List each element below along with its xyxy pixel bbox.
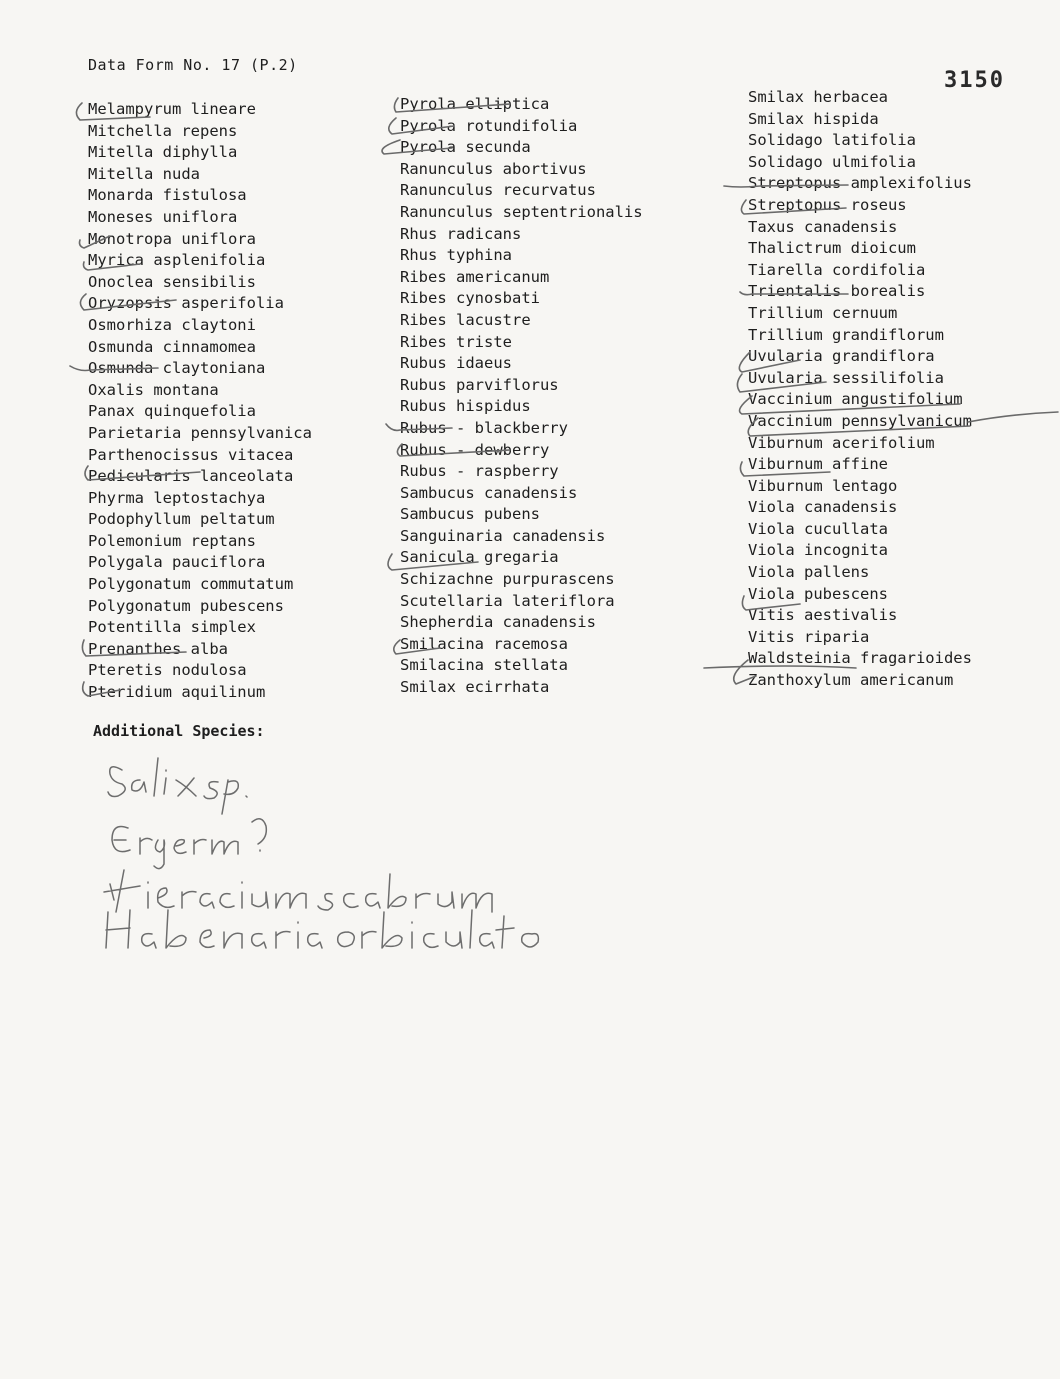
species-item: Ranunculus recurvatus: [400, 181, 596, 200]
species-item: Zanthoxylum americanum: [748, 671, 954, 690]
species-item: Rubus parviflorus: [400, 375, 559, 394]
species-item: Parietaria pennsylvanica: [88, 423, 312, 442]
species-item: Viburnum lentago: [748, 476, 898, 495]
species-item: Pteridium aquilinum: [88, 683, 266, 702]
species-item: Monotropa uniflora: [88, 229, 256, 248]
species-item: Sambucus canadensis: [400, 483, 578, 502]
species-item: Potentilla simplex: [88, 618, 256, 637]
species-column-1: [88, 99, 312, 704]
species-item: Polygala pauciflora: [88, 553, 266, 572]
species-item: Mitella nuda: [88, 164, 200, 183]
handwriting-salix: [108, 758, 247, 814]
species-item: Rubus - blackberry: [400, 418, 568, 437]
species-item: Smilax ecirrhata: [400, 678, 550, 697]
species-item: Panax quinquefolia: [88, 402, 256, 421]
species-item: Osmorhiza claytoni: [88, 315, 256, 334]
species-item: Ribes cynosbati: [400, 289, 540, 308]
species-item: Smilax hispida: [748, 109, 879, 128]
species-item: Viola cucullata: [748, 519, 888, 538]
species-item: Rhus typhina: [400, 246, 512, 265]
species-item: Viola incognita: [748, 541, 888, 560]
species-item: Rubus - raspberry: [400, 462, 559, 481]
sheet-number: 3150: [944, 68, 1005, 93]
species-item: Ribes lacustre: [400, 310, 531, 329]
species-item: Prenanthes alba: [88, 639, 228, 658]
species-item: Viburnum affine: [748, 455, 888, 474]
species-item: Pyrola elliptica: [400, 95, 550, 113]
species-item: Parthenocissus vitacea: [88, 445, 294, 464]
species-item: Phyrma leptostachya: [88, 488, 266, 507]
species-item: Trillium grandiflorum: [748, 325, 944, 344]
species-item: Pyrola secunda: [400, 138, 531, 157]
species-item: Rubus hispidus: [400, 397, 531, 416]
species-item: Polygonatum pubescens: [88, 596, 284, 615]
species-item: Oxalis montana: [88, 380, 219, 399]
form-title: Data Form No. 17 (P.2): [88, 56, 298, 74]
species-item: Osmunda claytoniana: [88, 359, 266, 378]
species-item: Melampyrum lineare: [88, 100, 256, 118]
species-item: Schizachne purpurascens: [400, 570, 615, 589]
species-item: Moneses uniflora: [88, 207, 238, 226]
species-item: Vaccinium angustifolium: [748, 390, 963, 409]
species-item: Myrica asplenifolia: [88, 251, 266, 270]
species-item: Smilacina stellata: [400, 656, 568, 675]
species-item: Solidago ulmifolia: [748, 152, 916, 171]
species-item: Solidago latifolia: [748, 131, 916, 150]
species-item: Pyrola rotundifolia: [400, 116, 578, 135]
species-item: Pteretis nodulosa: [88, 661, 247, 680]
species-item: Rubus - dewberry: [400, 440, 550, 459]
species-item: Smilacina racemosa: [400, 634, 568, 653]
species-item: Uvularia grandiflora: [748, 347, 935, 366]
species-item: Shepherdia canadensis: [400, 613, 596, 632]
species-item: Vitis aestivalis: [748, 606, 898, 625]
additional-species-label: Additional Species:: [93, 722, 265, 740]
species-item: Ribes triste: [400, 332, 512, 351]
species-item: Trillium cernuum: [748, 303, 898, 322]
species-item: Trientalis borealis: [748, 282, 926, 301]
species-item: Polemonium reptans: [88, 531, 256, 550]
species-item: Sambucus pubens: [400, 505, 540, 524]
handwritten-additional-species: [100, 752, 620, 952]
species-item: Tiarella cordifolia: [748, 260, 926, 279]
species-column-2: [400, 94, 643, 699]
species-item: Uvularia sessilifolia: [748, 368, 944, 387]
handwriting-erigeron: [112, 819, 266, 869]
handwriting-hieracium: [104, 870, 492, 912]
species-item: Taxus canadensis: [748, 217, 898, 236]
pencil-strike: [968, 412, 1058, 422]
species-item: Viola pubescens: [748, 584, 888, 603]
species-column-3: [748, 87, 972, 692]
species-item: Streptopus roseus: [748, 195, 907, 214]
species-item: Oryzopsis asperifolia: [88, 294, 284, 313]
species-item: Viola pallens: [748, 563, 870, 582]
species-item: Thalictrum dioicum: [748, 239, 916, 258]
species-item: Scutellaria lateriflora: [400, 591, 615, 610]
species-item: Smilax herbacea: [748, 88, 888, 106]
species-item: Mitchella repens: [88, 121, 238, 140]
species-item: Vitis riparia: [748, 627, 870, 646]
species-item: Viburnum acerifolium: [748, 433, 935, 452]
species-item: Podophyllum peltatum: [88, 510, 275, 529]
species-item: Sanicula gregaria: [400, 548, 559, 567]
species-item: Viola canadensis: [748, 498, 898, 517]
species-item: Monarda fistulosa: [88, 186, 247, 205]
species-item: Mitella diphylla: [88, 143, 238, 162]
species-item: Vaccinium pennsylvanicum: [748, 411, 972, 430]
species-item: Ribes americanum: [400, 267, 550, 286]
species-item: Polygonatum commutatum: [88, 575, 294, 594]
species-item: Streptopus amplexifolius: [748, 174, 972, 193]
species-item: Osmunda cinnamomea: [88, 337, 256, 356]
species-item: Rhus radicans: [400, 224, 522, 243]
species-item: Pedicularis lanceolata: [88, 467, 294, 486]
species-item: Sanguinaria canadensis: [400, 526, 606, 545]
handwriting-habenaria: [106, 910, 538, 948]
species-item: Rubus idaeus: [400, 354, 512, 373]
species-item: Ranunculus abortivus: [400, 159, 587, 178]
species-item: Ranunculus septentrionalis: [400, 202, 643, 221]
species-item: Onoclea sensibilis: [88, 272, 256, 291]
species-item: Waldsteinia fragarioides: [748, 649, 972, 668]
